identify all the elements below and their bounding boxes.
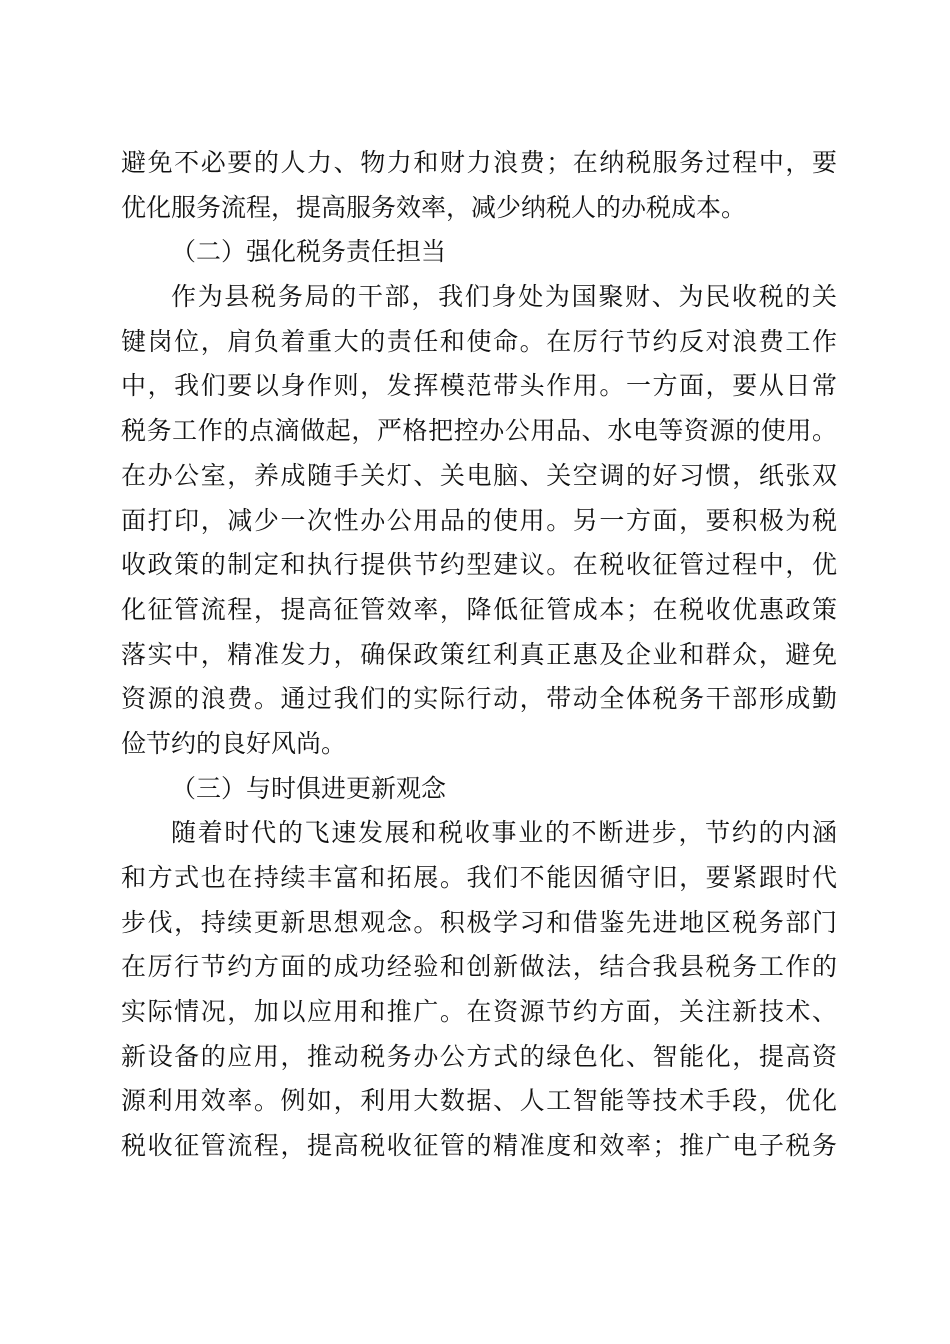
text-line: 资源的浪费。通过我们的实际行动，带动全体税务干部形成勤 (121, 684, 837, 714)
heading-text: （二）强化税务责任担当 (171, 237, 447, 267)
body-paragraph (121, 275, 837, 767)
text-line: 新设备的应用，推动税务办公方式的绿色化、智能化，提高资 (121, 1041, 837, 1071)
text-line: 优化服务流程，提高服务效率，减少纳税人的办税成本。 (121, 192, 747, 222)
text-line: 税务工作的点滴做起，严格把控办公用品、水电等资源的使用。 (121, 416, 837, 446)
text-line: 中，我们要以身作则，发挥模范带头作用。一方面，要从日常 (121, 371, 837, 401)
text-line: 在办公室，养成随手关灯、关电脑、关空调的好习惯，纸张双 (121, 460, 837, 490)
text-line: 和方式也在持续丰富和拓展。我们不能因循守旧，要紧跟时代 (121, 863, 837, 892)
document-body (121, 141, 837, 1169)
text-line: 随着时代的飞速发展和税收事业的不断进步，节约的内涵 (171, 818, 837, 848)
text-line: 避免不必要的人力、物力和财力浪费；在纳税服务过程中，要 (121, 148, 837, 177)
text-line: 在厉行节约方面的成功经验和创新做法，结合我县税务工作的 (121, 952, 837, 982)
body-paragraph (121, 811, 837, 1169)
text-line: 税收征管流程，提高税收征管的精准度和效率；推广电子税务 (121, 1131, 837, 1161)
text-line: 键岗位，肩负着重大的责任和使命。在厉行节约反对浪费工作 (121, 326, 837, 356)
text-line: 收政策的制定和执行提供节约型建议。在税收征管过程中，优 (121, 550, 837, 580)
text-line: 实际情况，加以应用和推广。在资源节约方面，关注新技术、 (121, 997, 837, 1027)
text-line: 作为县税务局的干部，我们身处为国聚财、为民收税的关 (171, 282, 837, 312)
heading-text: （三）与时俱进更新观念 (171, 773, 447, 803)
text-line: 面打印，减少一次性办公用品的使用。另一方面，要积极为税 (121, 505, 837, 535)
text-line: 落实中，精准发力，确保政策红利真正惠及企业和群众，避免 (121, 639, 837, 669)
section-heading (121, 230, 837, 275)
section-heading (121, 767, 837, 812)
body-paragraph (121, 141, 837, 230)
text-line: 俭节约的良好风尚。 (121, 728, 347, 758)
text-line: 源利用效率。例如，利用大数据、人工智能等技术手段，优化 (121, 1086, 837, 1116)
text-line: 步伐，持续更新思想观念。积极学习和借鉴先进地区税务部门 (121, 907, 837, 937)
text-line: 化征管流程，提高征管效率，降低征管成本；在税收优惠政策 (121, 594, 837, 624)
